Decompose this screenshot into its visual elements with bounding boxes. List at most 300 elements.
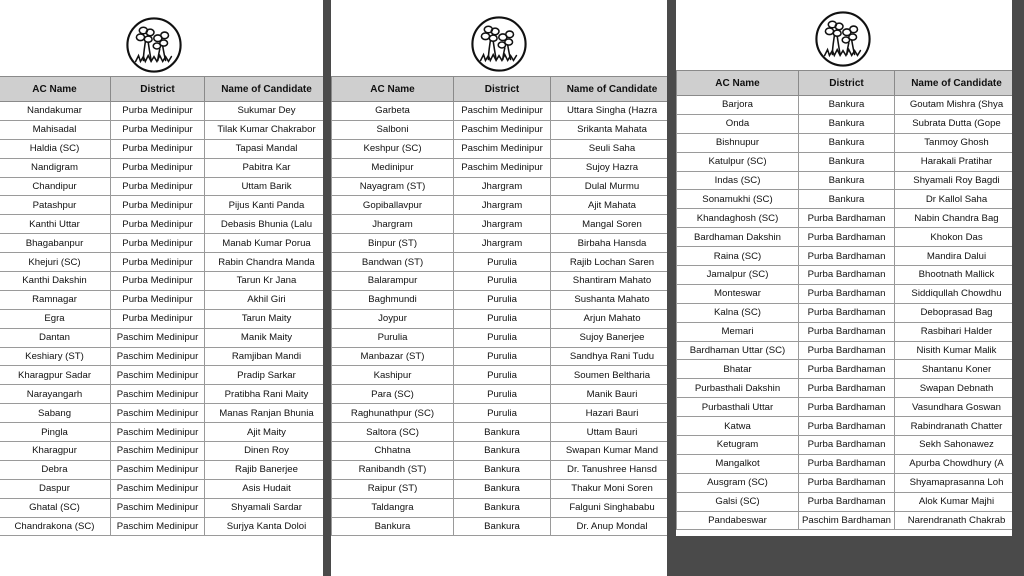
ac-name-cell: Memari: [677, 322, 799, 341]
candidate-table-1: [0, 76, 323, 536]
twin-flower-emblem-icon: [125, 16, 183, 74]
candidate-name-cell: Manik Bauri: [551, 385, 668, 404]
table-row: [0, 102, 323, 121]
candidate-name-cell: Sekh Sahonawez: [895, 436, 1013, 455]
ac-name-cell: Ranibandh (ST): [332, 460, 454, 479]
ac-name-cell: Khejuri (SC): [0, 253, 111, 272]
ac-name-cell: Ghatal (SC): [0, 498, 111, 517]
district-cell: Purulia: [454, 253, 551, 272]
candidate-name-cell: Sujoy Hazra: [551, 158, 668, 177]
district-header: District: [799, 71, 895, 96]
ac-name-cell: Bhagabanpur: [0, 234, 111, 253]
table-row: [677, 133, 1013, 152]
table-row: [677, 209, 1013, 228]
table-row: [332, 328, 668, 347]
twin-flower-emblem-icon: [814, 10, 872, 68]
district-cell: Purulia: [454, 272, 551, 291]
candidate-name-cell: Asis Hudait: [205, 479, 324, 498]
table-row: [677, 284, 1013, 303]
district-cell: Bankura: [454, 460, 551, 479]
ac-name-cell: Garbeta: [332, 102, 454, 121]
district-cell: Bankura: [799, 190, 895, 209]
table-row: [0, 385, 323, 404]
ac-name-cell: Kashipur: [332, 366, 454, 385]
candidate-list-panel-3: [676, 0, 1012, 536]
district-cell: Paschim Medinipur: [454, 158, 551, 177]
district-cell: Purulia: [454, 385, 551, 404]
district-cell: Paschim Medinipur: [111, 498, 205, 517]
ac-name-cell: Pingla: [0, 423, 111, 442]
ac-name-cell: Chhatna: [332, 442, 454, 461]
table-row: [0, 234, 323, 253]
table-row: [0, 517, 323, 536]
district-cell: Purba Medinipur: [111, 215, 205, 234]
candidate-name-cell: Tanmoy Ghosh: [895, 133, 1013, 152]
district-cell: Jhargram: [454, 177, 551, 196]
district-cell: Bankura: [454, 517, 551, 536]
table-row: [0, 347, 323, 366]
table-row: [332, 404, 668, 423]
district-cell: Purba Bardhaman: [799, 341, 895, 360]
district-cell: Purba Medinipur: [111, 139, 205, 158]
table-row: [0, 139, 323, 158]
ac-name-header: AC Name: [677, 71, 799, 96]
table-row: [332, 290, 668, 309]
table-row: [332, 479, 668, 498]
district-cell: Jhargram: [454, 215, 551, 234]
candidate-name-cell: Manik Maity: [205, 328, 324, 347]
table-row: [0, 177, 323, 196]
table-row: [0, 215, 323, 234]
ac-name-cell: Haldia (SC): [0, 139, 111, 158]
district-cell: Purba Bardhaman: [799, 228, 895, 247]
district-cell: Bankura: [799, 96, 895, 115]
table-row: [0, 253, 323, 272]
table-header-row: [0, 77, 323, 102]
table-row: [677, 511, 1013, 530]
ac-name-cell: Purulia: [332, 328, 454, 347]
table-row: [0, 309, 323, 328]
ac-name-cell: Pandabeswar: [677, 511, 799, 530]
ac-name-cell: Debra: [0, 460, 111, 479]
table-row: [332, 120, 668, 139]
district-cell: Purba Bardhaman: [799, 303, 895, 322]
table-row: [332, 517, 668, 536]
ac-name-cell: Raghunathpur (SC): [332, 404, 454, 423]
candidate-name-cell: Tapasi Mandal: [205, 139, 324, 158]
candidate-name-cell: Alok Kumar Majhi: [895, 492, 1013, 511]
district-cell: Purba Bardhaman: [799, 436, 895, 455]
district-cell: Purba Bardhaman: [799, 266, 895, 285]
table-row: [677, 379, 1013, 398]
table-row: [332, 139, 668, 158]
district-cell: Paschim Medinipur: [111, 442, 205, 461]
district-cell: Bankura: [799, 152, 895, 171]
table-row: [0, 442, 323, 461]
ac-name-cell: Para (SC): [332, 385, 454, 404]
ac-name-cell: Khandaghosh (SC): [677, 209, 799, 228]
table-row: [0, 328, 323, 347]
district-cell: Paschim Medinipur: [111, 460, 205, 479]
ac-name-cell: Patashpur: [0, 196, 111, 215]
candidate-name-cell: Pabitra Kar: [205, 158, 324, 177]
candidate-name-cell: Sukumar Dey: [205, 102, 324, 121]
district-cell: Purulia: [454, 290, 551, 309]
candidate-name-cell: Shyamali Sardar: [205, 498, 324, 517]
ac-name-cell: Raipur (ST): [332, 479, 454, 498]
candidate-name-cell: Pijus Kanti Panda: [205, 196, 324, 215]
ac-name-cell: Gopiballavpur: [332, 196, 454, 215]
district-cell: Paschim Medinipur: [111, 404, 205, 423]
candidate-name-cell: Debasis Bhunia (Lalu: [205, 215, 324, 234]
candidate-name-cell: Swapan Debnath: [895, 379, 1013, 398]
ac-name-cell: Monteswar: [677, 284, 799, 303]
table-row: [0, 423, 323, 442]
ac-name-cell: Katulpur (SC): [677, 152, 799, 171]
candidate-name-cell: Manab Kumar Porua: [205, 234, 324, 253]
table-row: [332, 309, 668, 328]
candidate-name-cell: Seuli Saha: [551, 139, 668, 158]
candidate-name-cell: Bhootnath Mallick: [895, 266, 1013, 285]
candidate-name-cell: Rajib Lochan Saren: [551, 253, 668, 272]
ac-name-cell: Dantan: [0, 328, 111, 347]
ac-name-cell: Binpur (ST): [332, 234, 454, 253]
table-row: [677, 247, 1013, 266]
ac-name-cell: Baghmundi: [332, 290, 454, 309]
district-cell: Purba Bardhaman: [799, 322, 895, 341]
candidate-name-cell: Thakur Moni Soren: [551, 479, 668, 498]
district-cell: Paschim Medinipur: [111, 347, 205, 366]
district-cell: Bankura: [454, 498, 551, 517]
candidate-name-cell: Dr. Tanushree Hansd: [551, 460, 668, 479]
candidate-table-3: [676, 70, 1012, 530]
table-row: [332, 177, 668, 196]
ac-name-cell: Kanthi Dakshin: [0, 272, 111, 291]
ac-name-cell: Narayangarh: [0, 385, 111, 404]
ac-name-cell: Purbasthali Dakshin: [677, 379, 799, 398]
ac-name-cell: Manbazar (ST): [332, 347, 454, 366]
candidate-name-cell: Shantiram Mahato: [551, 272, 668, 291]
table-row: [677, 398, 1013, 417]
district-cell: Paschim Medinipur: [454, 102, 551, 121]
table-row: [677, 266, 1013, 285]
candidate-name-cell: Rabin Chandra Manda: [205, 253, 324, 272]
district-cell: Purba Medinipur: [111, 196, 205, 215]
district-cell: Purba Bardhaman: [799, 247, 895, 266]
candidate-name-cell: Sujoy Banerjee: [551, 328, 668, 347]
candidate-name-cell: Uttara Singha (Hazra: [551, 102, 668, 121]
ac-name-cell: Raina (SC): [677, 247, 799, 266]
district-cell: Jhargram: [454, 196, 551, 215]
ac-name-cell: Bandwan (ST): [332, 253, 454, 272]
candidate-name-cell: Sandhya Rani Tudu: [551, 347, 668, 366]
table-row: [0, 366, 323, 385]
table-row: [677, 417, 1013, 436]
table-row: [332, 366, 668, 385]
ac-name-cell: Katwa: [677, 417, 799, 436]
table-row: [0, 479, 323, 498]
candidate-name-cell: Shyamaprasanna Loh: [895, 473, 1013, 492]
ac-name-cell: Jhargram: [332, 215, 454, 234]
ac-name-cell: Salboni: [332, 120, 454, 139]
candidate-list-panel-1: [0, 0, 323, 576]
ac-name-cell: Taldangra: [332, 498, 454, 517]
candidate-name-cell: Dulal Murmu: [551, 177, 668, 196]
district-cell: Purulia: [454, 366, 551, 385]
ac-name-cell: Ramnagar: [0, 290, 111, 309]
candidate-name-cell: Sushanta Mahato: [551, 290, 668, 309]
table-row: [677, 96, 1013, 115]
ac-name-cell: Bishnupur: [677, 133, 799, 152]
candidate-name-cell: Apurba Chowdhury (A: [895, 454, 1013, 473]
district-cell: Paschim Medinipur: [454, 120, 551, 139]
table-row: [677, 454, 1013, 473]
district-cell: Purba Medinipur: [111, 177, 205, 196]
district-cell: Purba Bardhaman: [799, 379, 895, 398]
table-row: [332, 102, 668, 121]
ac-name-cell: Chandipur: [0, 177, 111, 196]
ac-name-cell: Kanthi Uttar: [0, 215, 111, 234]
district-cell: Paschim Medinipur: [111, 385, 205, 404]
candidate-name-cell: Harakali Pratihar: [895, 152, 1013, 171]
district-cell: Purba Bardhaman: [799, 398, 895, 417]
candidate-name-cell: Shyamali Roy Bagdi: [895, 171, 1013, 190]
district-cell: Paschim Medinipur: [111, 517, 205, 536]
district-cell: Purba Bardhaman: [799, 284, 895, 303]
district-cell: Paschim Medinipur: [454, 139, 551, 158]
district-cell: Jhargram: [454, 234, 551, 253]
candidate-table-2: [331, 76, 667, 536]
candidate-name-cell: Tarun Kr Jana: [205, 272, 324, 291]
candidate-name-cell: Soumen Beltharia: [551, 366, 668, 385]
candidate-name-cell: Khokon Das: [895, 228, 1013, 247]
candidate-name-cell: Rajib Banerjee: [205, 460, 324, 479]
district-cell: Purulia: [454, 404, 551, 423]
candidate-name-cell: Arjun Mahato: [551, 309, 668, 328]
ac-name-header: AC Name: [0, 77, 111, 102]
ac-name-cell: Nandigram: [0, 158, 111, 177]
candidate-name-cell: Rasbihari Halder: [895, 322, 1013, 341]
district-cell: Bankura: [454, 479, 551, 498]
ac-name-cell: Keshiary (ST): [0, 347, 111, 366]
ac-name-cell: Ausgram (SC): [677, 473, 799, 492]
table-row: [332, 498, 668, 517]
table-row: [0, 290, 323, 309]
district-cell: Purba Medinipur: [111, 272, 205, 291]
ac-name-cell: Mahisadal: [0, 120, 111, 139]
district-cell: Purulia: [454, 347, 551, 366]
candidate-name-cell: Tilak Kumar Chakrabor: [205, 120, 324, 139]
ac-name-cell: Mangalkot: [677, 454, 799, 473]
party-logo: [814, 10, 872, 68]
district-cell: Bankura: [454, 442, 551, 461]
ac-name-cell: Keshpur (SC): [332, 139, 454, 158]
district-cell: Paschim Medinipur: [111, 479, 205, 498]
ac-name-cell: Sonamukhi (SC): [677, 190, 799, 209]
ac-name-cell: Onda: [677, 114, 799, 133]
district-header: District: [111, 77, 205, 102]
district-cell: Bankura: [799, 133, 895, 152]
candidate-name-cell: Subrata Dutta (Gope: [895, 114, 1013, 133]
candidate-name-cell: Mandira Dalui: [895, 247, 1013, 266]
table-row: [332, 347, 668, 366]
candidate-header: Name of Candidate: [205, 77, 324, 102]
ac-name-cell: Indas (SC): [677, 171, 799, 190]
candidate-name-cell: Ramjiban Mandi: [205, 347, 324, 366]
candidate-list-panel-2: [331, 0, 667, 576]
district-cell: Bankura: [799, 114, 895, 133]
district-cell: Purba Bardhaman: [799, 492, 895, 511]
table-row: [0, 196, 323, 215]
ac-name-cell: Sabang: [0, 404, 111, 423]
ac-name-cell: Medinipur: [332, 158, 454, 177]
candidate-name-cell: Pradip Sarkar: [205, 366, 324, 385]
table-header-row: [677, 71, 1013, 96]
candidate-name-cell: Uttam Barik: [205, 177, 324, 196]
candidate-name-cell: Ajit Mahata: [551, 196, 668, 215]
candidate-name-cell: Swapan Kumar Mand: [551, 442, 668, 461]
candidate-name-cell: Hazari Bauri: [551, 404, 668, 423]
district-cell: Paschim Medinipur: [111, 366, 205, 385]
table-row: [0, 460, 323, 479]
table-row: [677, 228, 1013, 247]
ac-name-cell: Saltora (SC): [332, 423, 454, 442]
ac-name-cell: Jamalpur (SC): [677, 266, 799, 285]
table-row: [332, 234, 668, 253]
table-row: [332, 423, 668, 442]
table-row: [677, 360, 1013, 379]
district-cell: Purba Bardhaman: [799, 209, 895, 228]
table-row: [677, 171, 1013, 190]
table-row: [0, 272, 323, 291]
table-row: [677, 152, 1013, 171]
table-row: [332, 272, 668, 291]
table-row: [332, 460, 668, 479]
candidate-name-cell: Narendranath Chakrab: [895, 511, 1013, 530]
district-cell: Bankura: [799, 171, 895, 190]
table-row: [0, 498, 323, 517]
ac-name-cell: Barjora: [677, 96, 799, 115]
table-row: [332, 158, 668, 177]
party-logo: [125, 16, 183, 74]
table-row: [677, 492, 1013, 511]
ac-name-cell: Daspur: [0, 479, 111, 498]
ac-name-cell: Egra: [0, 309, 111, 328]
district-cell: Purba Medinipur: [111, 234, 205, 253]
ac-name-cell: Bhatar: [677, 360, 799, 379]
candidate-name-cell: Uttam Bauri: [551, 423, 668, 442]
candidate-name-cell: Birbaha Hansda: [551, 234, 668, 253]
district-cell: Purba Medinipur: [111, 102, 205, 121]
candidate-name-cell: Dr Kallol Saha: [895, 190, 1013, 209]
ac-name-header: AC Name: [332, 77, 454, 102]
district-cell: Purulia: [454, 328, 551, 347]
district-cell: Purba Bardhaman: [799, 454, 895, 473]
district-cell: Purba Medinipur: [111, 120, 205, 139]
table-row: [332, 196, 668, 215]
ac-name-cell: Kalna (SC): [677, 303, 799, 322]
candidate-name-cell: Rabindranath Chatter: [895, 417, 1013, 436]
table-row: [332, 442, 668, 461]
district-cell: Purba Medinipur: [111, 253, 205, 272]
table-row: [332, 385, 668, 404]
table-row: [332, 253, 668, 272]
candidate-name-cell: Nisith Kumar Malik: [895, 341, 1013, 360]
ac-name-cell: Balarampur: [332, 272, 454, 291]
twin-flower-emblem-icon: [470, 15, 528, 73]
ac-name-cell: Galsi (SC): [677, 492, 799, 511]
candidate-name-cell: Pratibha Rani Maity: [205, 385, 324, 404]
ac-name-cell: Ketugram: [677, 436, 799, 455]
table-row: [0, 404, 323, 423]
candidate-name-cell: Siddiqullah Chowdhu: [895, 284, 1013, 303]
candidate-header: Name of Candidate: [551, 77, 668, 102]
district-cell: Purulia: [454, 309, 551, 328]
candidate-name-cell: Dinen Roy: [205, 442, 324, 461]
table-row: [677, 341, 1013, 360]
district-header: District: [454, 77, 551, 102]
table-row: [677, 114, 1013, 133]
candidate-name-cell: Manas Ranjan Bhunia: [205, 404, 324, 423]
district-cell: Purba Bardhaman: [799, 473, 895, 492]
district-cell: Paschim Bardhaman: [799, 511, 895, 530]
candidate-name-cell: Tarun Maity: [205, 309, 324, 328]
table-row: [0, 120, 323, 139]
candidate-name-cell: Mangal Soren: [551, 215, 668, 234]
district-cell: Purba Bardhaman: [799, 360, 895, 379]
ac-name-cell: Kharagpur: [0, 442, 111, 461]
ac-name-cell: Nayagram (ST): [332, 177, 454, 196]
district-cell: Purba Medinipur: [111, 158, 205, 177]
ac-name-cell: Bankura: [332, 517, 454, 536]
table-row: [677, 322, 1013, 341]
ac-name-cell: Purbasthali Uttar: [677, 398, 799, 417]
district-cell: Paschim Medinipur: [111, 423, 205, 442]
district-cell: Paschim Medinipur: [111, 328, 205, 347]
district-cell: Bankura: [454, 423, 551, 442]
candidate-name-cell: Vasundhara Goswan: [895, 398, 1013, 417]
ac-name-cell: Kharagpur Sadar: [0, 366, 111, 385]
table-row: [677, 473, 1013, 492]
ac-name-cell: Bardhaman Uttar (SC): [677, 341, 799, 360]
table-row: [0, 158, 323, 177]
candidate-name-cell: Shantanu Koner: [895, 360, 1013, 379]
ac-name-cell: Chandrakona (SC): [0, 517, 111, 536]
candidate-name-cell: Srikanta Mahata: [551, 120, 668, 139]
candidate-header: Name of Candidate: [895, 71, 1013, 96]
party-logo: [470, 15, 528, 73]
table-row: [677, 190, 1013, 209]
table-row: [677, 436, 1013, 455]
candidate-name-cell: Dr. Anup Mondal: [551, 517, 668, 536]
district-cell: Purba Medinipur: [111, 290, 205, 309]
candidate-name-cell: Surjya Kanta Doloi: [205, 517, 324, 536]
ac-name-cell: Joypur: [332, 309, 454, 328]
district-cell: Purba Medinipur: [111, 309, 205, 328]
candidate-name-cell: Goutam Mishra (Shya: [895, 96, 1013, 115]
candidate-name-cell: Ajit Maity: [205, 423, 324, 442]
candidate-name-cell: Falguni Singhababu: [551, 498, 668, 517]
district-cell: Purba Bardhaman: [799, 417, 895, 436]
ac-name-cell: Nandakumar: [0, 102, 111, 121]
table-row: [332, 215, 668, 234]
table-header-row: [332, 77, 668, 102]
candidate-name-cell: Deboprasad Bag: [895, 303, 1013, 322]
ac-name-cell: Bardhaman Dakshin: [677, 228, 799, 247]
candidate-name-cell: Akhil Giri: [205, 290, 324, 309]
candidate-name-cell: Nabin Chandra Bag: [895, 209, 1013, 228]
table-row: [677, 303, 1013, 322]
